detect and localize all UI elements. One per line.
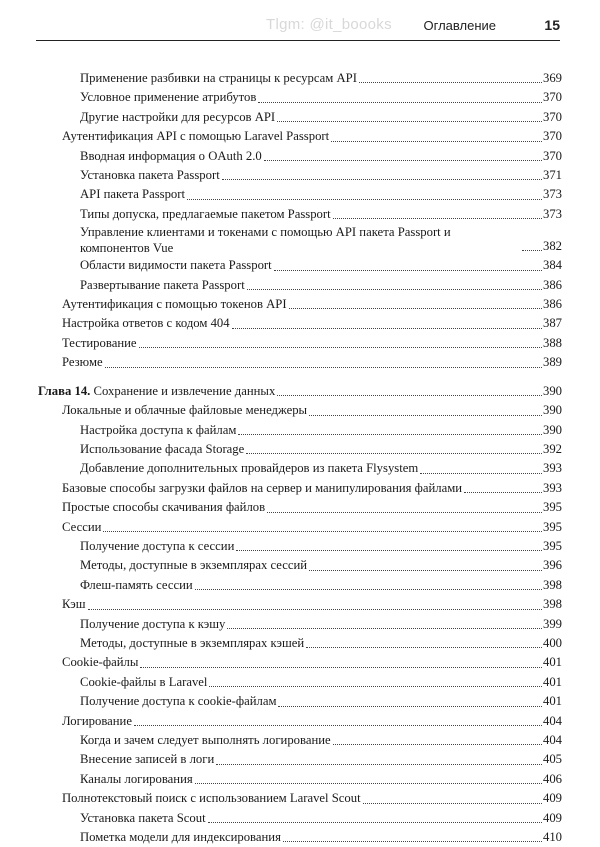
- dot-leader: [139, 347, 542, 348]
- toc-entry[interactable]: [38, 185, 562, 204]
- dot-leader: [274, 270, 542, 271]
- dot-leader: [105, 367, 542, 368]
- running-header: [36, 12, 560, 41]
- toc-entry-title: [38, 382, 275, 401]
- toc-page-number: 370: [542, 129, 562, 144]
- dot-leader: [195, 783, 542, 784]
- running-title: Оглавление: [423, 18, 496, 33]
- toc-entry[interactable]: [38, 789, 562, 808]
- toc-entry-title: Кэш: [62, 597, 86, 612]
- toc-entry-title: Методы, доступные в экземплярах кэшей: [80, 635, 305, 650]
- toc-entry[interactable]: [38, 770, 562, 789]
- dot-leader: [236, 550, 542, 551]
- toc-entry[interactable]: [38, 750, 562, 769]
- toc-entry-title: Внесение записей в логи: [80, 752, 215, 767]
- toc-entry[interactable]: [38, 712, 562, 731]
- toc-page-number: 404: [542, 733, 562, 747]
- page-number: 15: [544, 17, 560, 33]
- toc-entry-title: Аутентификация API с помощью Laravel Passport: [62, 129, 330, 144]
- dot-leader: [309, 570, 542, 571]
- toc-entry-title: Аутентификация с помощью токенов API: [62, 297, 287, 312]
- toc-entry-title: Другие настройки для ресурсов API: [80, 109, 276, 124]
- toc-entry[interactable]: [38, 673, 562, 692]
- toc-entry[interactable]: [38, 69, 562, 88]
- dot-leader: [88, 609, 542, 610]
- toc-page-number: 388: [542, 335, 562, 350]
- toc-page-number: 384: [542, 258, 562, 273]
- toc-entry-title: API пакета Passport: [80, 187, 186, 202]
- toc-page-number: 396: [542, 558, 562, 573]
- toc-page-number: 387: [542, 316, 562, 331]
- toc-page-number: 401: [542, 655, 562, 670]
- toc-entry-title: Использование фасада Storage: [80, 441, 245, 456]
- toc-page-number: 386: [542, 277, 562, 292]
- toc-entry[interactable]: [38, 576, 562, 595]
- chapter-title: Сохранение и извлечение данных: [93, 383, 276, 398]
- dot-leader: [331, 141, 542, 142]
- toc-entry-title: Управление клиентами и токенами с помощью API пакета Passport и компонентов Vue: [80, 225, 451, 256]
- toc-entry-title: Применение разбивки на страницы к ресурсам API: [80, 71, 357, 85]
- toc-entry[interactable]: [38, 88, 562, 107]
- toc-entry[interactable]: [38, 634, 562, 653]
- toc-entry[interactable]: [38, 256, 562, 275]
- toc-entry-title: Области видимости пакета Passport: [80, 258, 272, 273]
- dot-leader: [222, 179, 542, 180]
- toc-entry[interactable]: [38, 205, 562, 224]
- toc-page-number: 390: [542, 422, 562, 437]
- toc-entry[interactable]: [38, 479, 562, 498]
- toc-entry[interactable]: [38, 421, 562, 440]
- dot-leader: [363, 803, 542, 804]
- dot-leader: [209, 686, 542, 687]
- toc-page-number: 370: [542, 148, 562, 163]
- dot-leader: [208, 822, 542, 823]
- toc-entry-title: Получение доступа к cookie-файлам: [80, 694, 277, 709]
- dot-leader: [359, 82, 542, 83]
- toc-entry-title: Локальные и облачные файловые менеджеры: [62, 403, 308, 418]
- toc-page-number: 404: [542, 713, 562, 728]
- toc-entry[interactable]: [38, 653, 562, 672]
- toc-entry[interactable]: [38, 108, 562, 127]
- toc-page-number: 401: [542, 694, 562, 709]
- watermark: Tlgm: @it_boooks: [266, 16, 392, 33]
- dot-leader: [195, 589, 542, 590]
- dot-leader: [187, 199, 542, 200]
- toc-entry-title: Настройка доступа к файлам: [80, 422, 237, 437]
- dot-leader: [246, 453, 542, 454]
- dot-leader: [306, 647, 542, 648]
- toc-entry-title: Установка пакета Scout: [80, 810, 206, 825]
- toc-entry-title: Когда и зачем следует выполнять логирование: [80, 733, 331, 747]
- toc-page-number: 395: [542, 519, 562, 534]
- toc-page-number: 389: [542, 355, 562, 370]
- toc-entry-title: Тестирование: [62, 335, 137, 350]
- dot-leader: [289, 308, 542, 309]
- dot-leader: [227, 628, 542, 629]
- toc-entry-title: Добавление дополнительных провайдеров из пакета Flysystem: [80, 461, 419, 476]
- dot-leader: [134, 725, 542, 726]
- toc-page-number: 405: [542, 752, 562, 767]
- toc-page-number: 398: [542, 577, 562, 592]
- toc-entry[interactable]: [38, 127, 562, 146]
- toc-entry[interactable]: [38, 692, 562, 711]
- toc-entry-title: Простые способы скачивания файлов: [62, 500, 266, 515]
- toc-entry[interactable]: [38, 556, 562, 575]
- toc-page-number: 373: [542, 206, 562, 221]
- dot-leader: [264, 160, 542, 161]
- dot-leader: [420, 473, 542, 474]
- dot-leader: [247, 289, 542, 290]
- toc-entry-title: Получение доступа к сессии: [80, 538, 235, 553]
- dot-leader: [216, 764, 542, 765]
- toc-page-number: 401: [542, 674, 562, 689]
- dot-leader: [277, 121, 542, 122]
- toc-chapter-entry[interactable]: [38, 382, 562, 401]
- dot-leader: [333, 218, 542, 219]
- toc-page-number: 382: [542, 238, 562, 253]
- toc-page-number: 395: [542, 500, 562, 515]
- toc-page-number: 410: [542, 830, 562, 845]
- toc-entry[interactable]: [38, 440, 562, 459]
- toc-page-number: 390: [542, 383, 562, 398]
- toc-page-number: 409: [542, 810, 562, 825]
- toc-entry-title: Сессии: [62, 519, 102, 534]
- toc-entry[interactable]: [38, 595, 562, 614]
- table-of-contents: [38, 69, 562, 847]
- toc-entry[interactable]: [38, 353, 562, 372]
- toc-entry-title: Получение доступа к кэшу: [80, 616, 226, 631]
- dot-leader: [309, 415, 542, 416]
- dot-leader: [238, 434, 542, 435]
- toc-page-number: 398: [542, 597, 562, 612]
- toc-entry[interactable]: [38, 224, 562, 256]
- toc-entry[interactable]: [38, 615, 562, 634]
- toc-page-number: 369: [542, 71, 562, 85]
- dot-leader: [278, 706, 541, 707]
- toc-entry-title: Флеш-память сессии: [80, 577, 193, 592]
- toc-entry-title: Вводная информация о OAuth 2.0: [80, 148, 262, 163]
- toc-entry[interactable]: [38, 828, 562, 847]
- toc-entry[interactable]: [38, 314, 562, 333]
- dot-leader: [267, 512, 542, 513]
- toc-entry-title: Полнотекстовый поиск с использованием Laravel Scout: [62, 791, 361, 806]
- toc-page-number: 371: [542, 168, 562, 183]
- dot-leader: [464, 492, 542, 493]
- dot-leader: [522, 250, 542, 251]
- toc-entry-title: Установка пакета Passport: [80, 168, 220, 183]
- toc-entry-title: Каналы логирования: [80, 771, 193, 786]
- toc-page-number: 390: [542, 403, 562, 418]
- toc-page-number: 373: [542, 187, 562, 202]
- chapter-number: Глава 14.: [38, 383, 91, 398]
- dot-leader: [140, 667, 542, 668]
- toc-entry[interactable]: [38, 276, 562, 295]
- toc-entry-title: Развертывание пакета Passport: [80, 277, 245, 292]
- toc-page-number: 399: [542, 616, 562, 631]
- toc-entry[interactable]: [38, 518, 562, 537]
- toc-entry-title: Cookie-файлы в Laravel: [80, 674, 208, 689]
- toc-entry[interactable]: [38, 809, 562, 828]
- toc-page-number: 370: [542, 109, 562, 124]
- toc-entry-title: Настройка ответов с кодом 404: [62, 316, 230, 331]
- dot-leader: [283, 841, 542, 842]
- dot-leader: [258, 102, 542, 103]
- toc-page-number: 392: [542, 441, 562, 456]
- toc-page-number: 386: [542, 297, 562, 312]
- toc-entry[interactable]: [38, 401, 562, 420]
- toc-page-number: 393: [542, 480, 562, 495]
- toc-entry[interactable]: [38, 498, 562, 517]
- toc-entry-title: Резюме: [62, 355, 103, 370]
- toc-entry[interactable]: [38, 334, 562, 353]
- toc-entry-title: Типы допуска, предлагаемые пакетом Passport: [80, 206, 331, 221]
- toc-page-number: 395: [542, 538, 562, 553]
- toc-entry-title: Логирование: [62, 713, 132, 728]
- toc-entry-title: Базовые способы загрузки файлов на сервер и манипулирования файлами: [62, 480, 463, 495]
- toc-entry[interactable]: [38, 295, 562, 314]
- toc-page-number: 406: [542, 771, 562, 786]
- dot-leader: [103, 531, 542, 532]
- toc-entry-title: Методы, доступные в экземплярах сессий: [80, 558, 308, 573]
- toc-entry[interactable]: [38, 731, 562, 750]
- toc-entry[interactable]: [38, 147, 562, 166]
- toc-page-number: 370: [542, 90, 562, 105]
- toc-entry-title: Условное применение атрибутов: [80, 90, 257, 105]
- toc-page-number: 400: [542, 635, 562, 650]
- toc-entry[interactable]: [38, 166, 562, 185]
- toc-entry[interactable]: [38, 459, 562, 478]
- dot-leader: [277, 395, 542, 396]
- dot-leader: [232, 328, 542, 329]
- toc-entry[interactable]: [38, 537, 562, 556]
- toc-page-number: 393: [542, 461, 562, 476]
- toc-entry-title: Пометка модели для индексирования: [80, 830, 281, 845]
- toc-page-number: 409: [542, 791, 562, 806]
- toc-entry-title: Cookie-файлы: [62, 655, 139, 670]
- dot-leader: [333, 744, 542, 745]
